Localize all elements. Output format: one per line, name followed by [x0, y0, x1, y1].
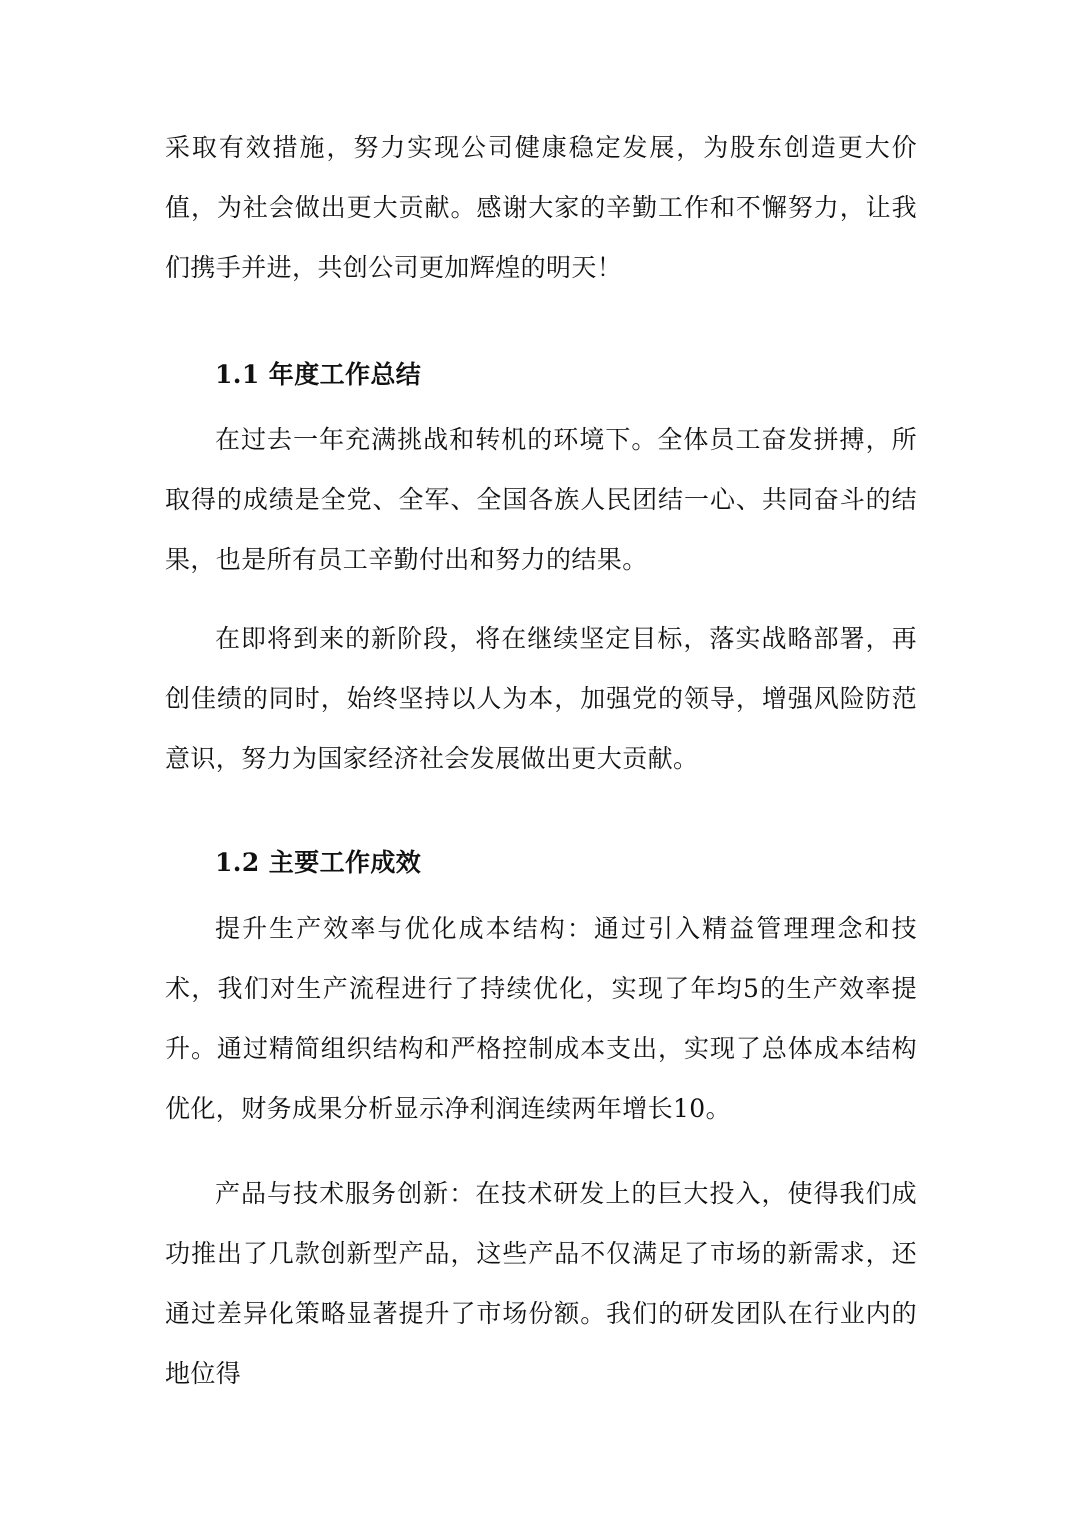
section-1-2-paragraph-2: 产品与技术服务创新：在技术研发上的巨大投入，使得我们成功推出了几款创新型产品，这些产品不仅满足了市场的新需求，还通过差异化策略显著提升了市场份额。我们的研发团队在行业内的地位得	[165, 1179, 917, 1388]
section-heading-1-2: 1.2 主要工作成效	[215, 848, 422, 877]
section-1-1-paragraph-2: 在即将到来的新阶段，将在继续坚定目标，落实战略部署，再创佳绩的同时，始终坚持以人为本，加强党的领导，增强风险防范意识，努力为国家经济社会发展做出更大贡献。	[165, 624, 917, 773]
intro-paragraph: 采取有效措施，努力实现公司健康稳定发展，为股东创造更大价值，为社会做出更大贡献。感谢大家的辛勤工作和不懈努力，让我们携手并进，共创公司更加辉煌的明天！	[165, 133, 917, 282]
section-1-2-paragraph-1: 提升生产效率与优化成本结构：通过引入精益管理理念和技术，我们对生产流程进行了持续优化，实现了年均5的生产效率提升。通过精简组织结构和严格控制成本支出，实现了总体成本结构优化，财务成果分析显示净利润连续两年增长10。	[165, 914, 917, 1123]
section-1-1-paragraph-1: 在过去一年充满挑战和转机的环境下。全体员工奋发拼搏，所取得的成绩是全党、全军、全国各族人民团结一心、共同奋斗的结果，也是所有员工辛勤付出和努力的结果。	[165, 425, 917, 574]
section-heading-1-1: 1.1 年度工作总结	[215, 360, 422, 389]
